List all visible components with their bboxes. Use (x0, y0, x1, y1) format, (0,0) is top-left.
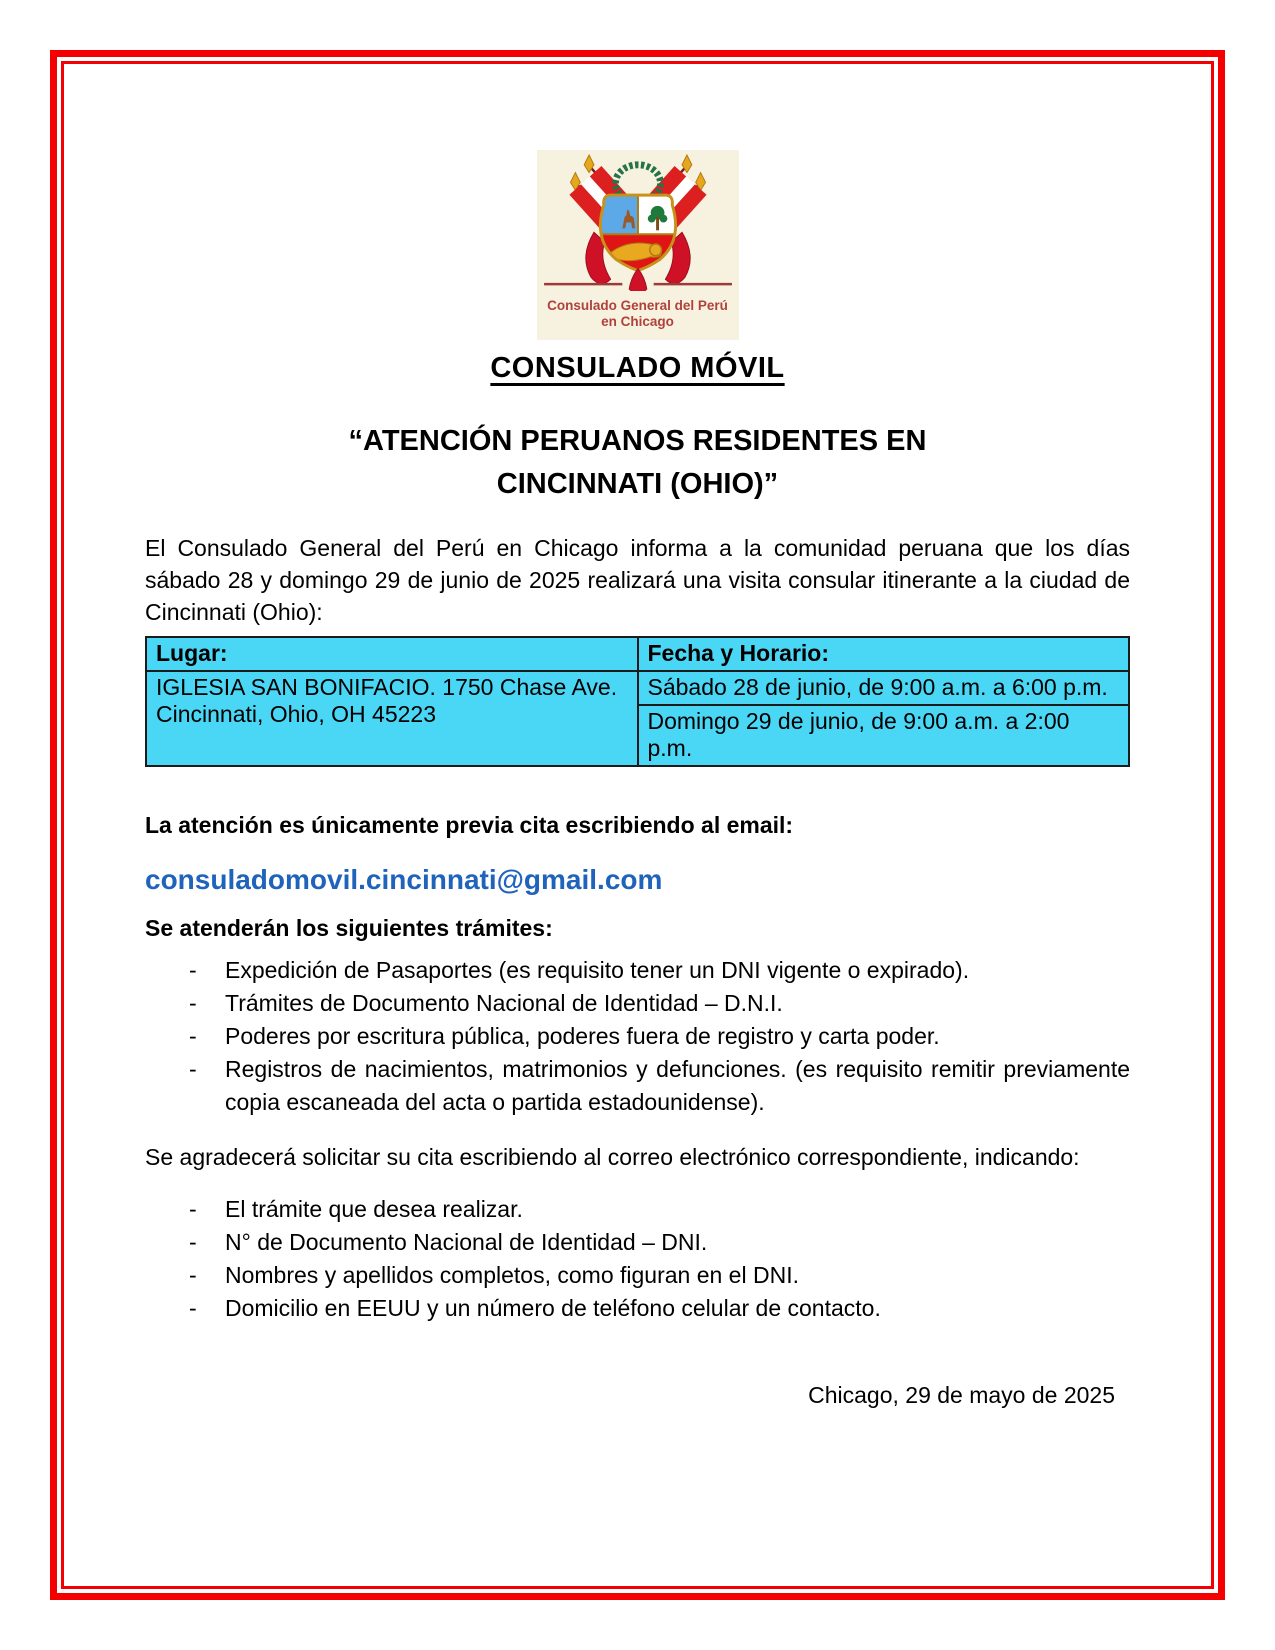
location-cell: IGLESIA SAN BONIFACIO. 1750 Chase Ave. Cincinnati, Ohio, OH 45223 (146, 671, 638, 766)
consulate-logo (537, 150, 739, 340)
service-item-text: Trámites de Documento Nacional de Identidad – D.N.I. (225, 990, 783, 1016)
service-item-text: Registros de nacimientos, matrimonios y defunciones. (es requisito remitir previamente copia escaneada del acta o partida estadounidense). (225, 1056, 1130, 1115)
services-list (145, 954, 1130, 1119)
header-cell-lugar: Lugar: (146, 637, 638, 671)
subtitle-line1: “ATENCIÓN PERUANOS RESIDENTES EN (348, 425, 927, 457)
dash-bullet: - (189, 1196, 197, 1222)
request-heading: Se agradecerá solicitar su cita escribiendo al correo electrónico correspondiente, indicando: (145, 1144, 1080, 1170)
email-line (145, 860, 1130, 900)
service-item-text: Expedición de Pasaportes (es requisito tener un DNI vigente o expirado). (225, 957, 970, 983)
service-item (145, 954, 1130, 987)
document-subtitle (145, 420, 1130, 506)
logo-caption-line1: Consulado General del Perú (547, 298, 728, 313)
request-item-text: Domicilio en EEUU y un número de teléfono celular de contacto. (225, 1295, 881, 1321)
service-item (145, 987, 1130, 1020)
request-item (145, 1292, 1130, 1325)
request-item-text: Nombres y apellidos completos, como figuran en el DNI. (225, 1262, 799, 1288)
dash-bullet: - (189, 1229, 197, 1255)
appointment-email-link[interactable]: consuladomovil.cincinnati@gmail.com (145, 864, 663, 895)
request-item-text: El trámite que desea realizar. (225, 1196, 523, 1222)
services-heading: Se atenderán los siguientes trámites: (145, 915, 553, 941)
document-page (145, 0, 1130, 1411)
request-item (145, 1193, 1130, 1226)
document-title: CONSULADO MÓVIL (490, 352, 785, 384)
header-cell-fecha-horario: Fecha y Horario: (638, 637, 1130, 671)
request-item (145, 1259, 1130, 1292)
sunday-schedule-cell: Domingo 29 de junio, de 9:00 a.m. a 2:00 p.m. (638, 705, 1130, 766)
dash-bullet: - (189, 990, 197, 1016)
subtitle-line2: CINCINNATI (OHIO)” (496, 468, 779, 500)
peru-coat-of-arms-icon (540, 154, 736, 291)
request-item-text: N° de Documento Nacional de Identidad – DNI. (225, 1229, 708, 1255)
dateline: Chicago, 29 de mayo de 2025 (808, 1382, 1115, 1408)
appointment-note: La atención es únicamente previa cita escribiendo al email: (145, 812, 794, 838)
dash-bullet: - (189, 1023, 197, 1049)
request-item (145, 1226, 1130, 1259)
service-item-text: Poderes por escritura pública, poderes fuera de registro y carta poder. (225, 1023, 940, 1049)
dash-bullet: - (189, 1262, 197, 1288)
service-item (145, 1053, 1130, 1119)
logo-caption-line2: en Chicago (601, 314, 674, 329)
dash-bullet: - (189, 1295, 197, 1321)
table-header-row (146, 637, 1129, 671)
schedule-table (145, 636, 1130, 767)
service-item (145, 1020, 1130, 1053)
saturday-schedule-cell: Sábado 28 de junio, de 9:00 a.m. a 6:00 p.m. (638, 671, 1130, 705)
intro-paragraph: El Consulado General del Perú en Chicago informa a la comunidad peruana que los días sábado 28 y domingo 29 de junio de 2025 realizará una visita consular itinerante a la ciudad de Cincinnati (Ohio): (145, 535, 1130, 625)
dash-bullet: - (189, 957, 197, 983)
table-row-saturday (146, 671, 1129, 705)
dash-bullet: - (189, 1056, 197, 1082)
request-list (145, 1193, 1130, 1325)
